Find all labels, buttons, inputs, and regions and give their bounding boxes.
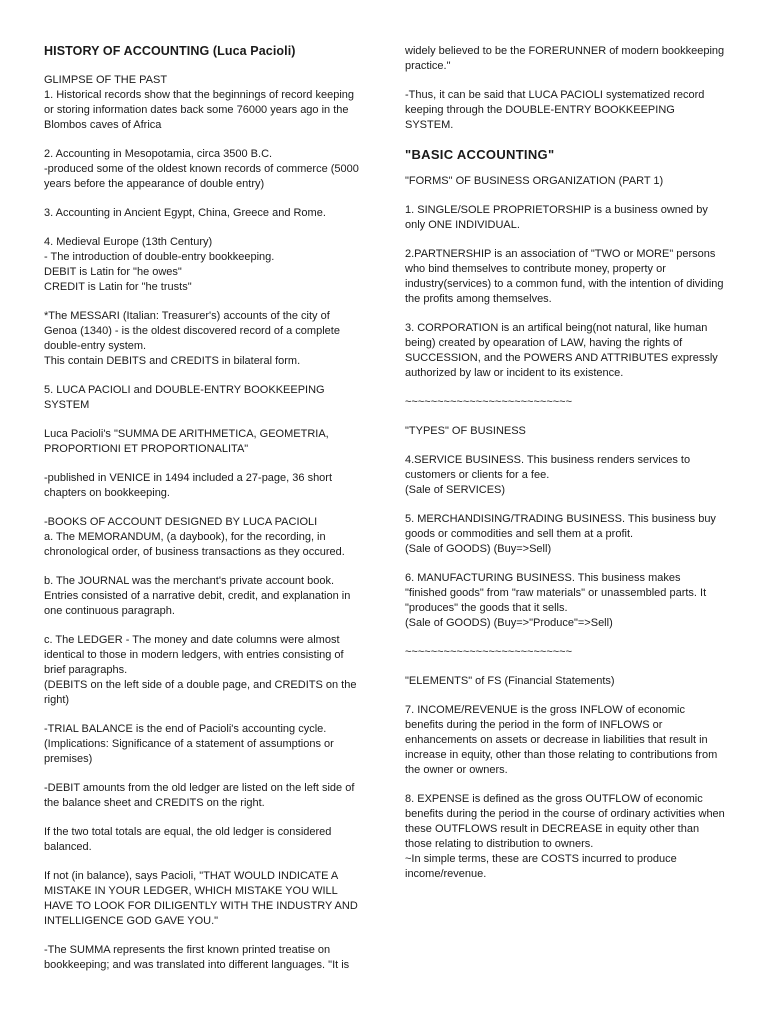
paragraph-line: 4.SERVICE BUSINESS. This business renders services to customers or clients for a fee. <box>405 454 691 481</box>
paragraph-line: ~~~~~~~~~~~~~~~~~~~~~~~~~~ <box>405 396 573 408</box>
paragraph <box>405 571 725 631</box>
paragraph <box>405 44 725 74</box>
paragraph <box>44 633 362 708</box>
paragraph <box>44 309 362 369</box>
paragraph-line: -The SUMMA represents the first known printed treatise on bookkeeping; and was translated into different languages. "It is <box>44 944 350 971</box>
section-heading: "BASIC ACCOUNTING" <box>405 147 555 162</box>
paragraph <box>405 453 725 498</box>
paragraph-line: ~~~~~~~~~~~~~~~~~~~~~~~~~~ <box>405 646 573 658</box>
right-intro-paragraphs <box>405 44 725 133</box>
paragraph-line: "TYPES" OF BUSINESS <box>405 425 526 437</box>
document-title: HISTORY OF ACCOUNTING (Luca Pacioli) <box>44 44 296 58</box>
paragraph-line: 3. CORPORATION is an artifical being(not natural, like human being) created by opearation of LAW, having the rights of SUCCESSION, and the POWERS AND ATTRIBUTES expressly authorized by law or incident to its existence. <box>405 322 718 379</box>
paragraph-line: (Sale of SERVICES) <box>405 484 506 496</box>
paragraph <box>44 781 362 811</box>
paragraph <box>405 203 725 233</box>
paragraph-line: 7. INCOME/REVENUE is the gross INFLOW of economic benefits during the period in the form of INFLOWS or enhancements on assets or decrease in liabilities that result in increase in equity, other than those relating to contributions from the owner or owners. <box>405 704 718 776</box>
paragraph-line: If the two total totals are equal, the old ledger is considered balanced. <box>44 826 332 853</box>
paragraph <box>44 235 362 295</box>
paragraph-line: -published in VENICE in 1494 included a 27-page, 36 short chapters on bookkeeping. <box>44 472 333 499</box>
right-column <box>405 44 725 896</box>
paragraph <box>405 792 725 882</box>
paragraph-line: This contain DEBITS and CREDITS in bilateral form. <box>44 355 301 367</box>
paragraph-line: (Implications: Significance of a statement of assumptions or premises) <box>44 738 334 765</box>
paragraph-line: a. The MEMORANDUM, (a daybook), for the recording, in chronological order, of business transactions as they occured. <box>44 531 345 558</box>
paragraph-line: GLIMPSE OF THE PAST <box>44 74 168 86</box>
paragraph <box>44 869 362 929</box>
paragraph-line: "FORMS" OF BUSINESS ORGANIZATION (PART 1) <box>405 175 664 187</box>
paragraph <box>44 147 362 192</box>
paragraph <box>44 427 362 457</box>
paragraph <box>405 88 725 133</box>
paragraph <box>44 574 362 619</box>
left-column <box>44 40 362 987</box>
paragraph-line: 1. SINGLE/SOLE PROPRIETORSHIP is a business owned by only ONE INDIVIDUAL. <box>405 204 708 231</box>
paragraph <box>44 943 362 973</box>
paragraph-line: b. The JOURNAL was the merchant's private account book. Entries consisted of a narrative debit, credit, and explanation in one continuous paragraph. <box>44 575 351 617</box>
paragraph <box>405 674 725 689</box>
paragraph-line: -BOOKS OF ACCOUNT DESIGNED BY LUCA PACIOLI <box>44 516 318 528</box>
paragraph-line: ~In simple terms, these are COSTS incurred to produce income/revenue. <box>405 853 677 880</box>
paragraph-line: c. The LEDGER - The money and date columns were almost identical to those in modern ledgers, with entries consisting of brief paragraphs. <box>44 634 344 676</box>
paragraph <box>44 383 362 413</box>
paragraph-line: *The MESSARI (Italian: Treasurer's) accounts of the city of Genoa (1340) - is the oldest discovered record of a complete double-entry system. <box>44 310 340 352</box>
paragraph <box>44 825 362 855</box>
paragraph <box>405 247 725 307</box>
paragraph-line: 3. Accounting in Ancient Egypt, China, Greece and Rome. <box>44 207 326 219</box>
right-paragraphs <box>405 174 725 882</box>
paragraph-line: -DEBIT amounts from the old ledger are listed on the left side of the balance sheet and CREDITS on the right. <box>44 782 355 809</box>
paragraph-line: 8. EXPENSE is defined as the gross OUTFLOW of economic benefits during the period in the course of ordinary activities when these OUTFLOWS result in DECREASE in equity other than those relating to distribution to owners. <box>405 793 725 850</box>
paragraph <box>405 424 725 439</box>
paragraph-line: -Thus, it can be said that LUCA PACIOLI systematized record keeping through the DOUBLE-ENTRY BOOKKEEPING SYSTEM. <box>405 89 705 131</box>
paragraph <box>44 722 362 767</box>
paragraph-line: 2. Accounting in Mesopotamia, circa 3500 B.C. <box>44 148 273 160</box>
paragraph-line: 4. Medieval Europe (13th Century) <box>44 236 213 248</box>
paragraph-line: (DEBITS on the left side of a double page, and CREDITS on the right) <box>44 679 357 706</box>
left-paragraphs <box>44 73 362 973</box>
paragraph-line: 5. MERCHANDISING/TRADING BUSINESS. This business buy goods or commodities and sell them at a profit. <box>405 513 716 540</box>
paragraph-line: DEBIT is Latin for "he owes" <box>44 266 182 278</box>
paragraph-line: widely believed to be the FORERUNNER of modern bookkeeping practice." <box>405 45 725 72</box>
paragraph-line: 1. Historical records show that the beginnings of record keeping or storing information dates back some 76000 years ago in the Blombos caves of Africa <box>44 89 355 131</box>
paragraph-line: -produced some of the oldest known records of commerce (5000 years before the appearance of double entry) <box>44 163 359 190</box>
paragraph-line: 5. LUCA PACIOLI and DOUBLE-ENTRY BOOKKEEPING SYSTEM <box>44 384 325 411</box>
paragraph-line: -TRIAL BALANCE is the end of Pacioli's accounting cycle. <box>44 723 327 735</box>
paragraph <box>44 471 362 501</box>
paragraph-line: "ELEMENTS" of FS (Financial Statements) <box>405 675 615 687</box>
paragraph <box>44 515 362 560</box>
paragraph <box>44 206 362 221</box>
paragraph-line: Luca Pacioli's "SUMMA DE ARITHMETICA, GEOMETRIA, PROPORTIONI ET PROPORTIONALITA" <box>44 428 329 455</box>
paragraph-line: CREDIT is Latin for "he trusts" <box>44 281 192 293</box>
paragraph-line: 2.PARTNERSHIP is an association of "TWO or MORE" persons who bind themselves to contribute money, property or industry(services) to a common fund, with the intention of dividing the profits among themselves. <box>405 248 724 305</box>
paragraph-line: (Sale of GOODS) (Buy=>Sell) <box>405 543 552 555</box>
paragraph <box>405 512 725 557</box>
paragraph <box>44 73 362 133</box>
paragraph <box>405 395 725 410</box>
paragraph <box>405 321 725 381</box>
paragraph <box>405 645 725 660</box>
paragraph <box>405 174 725 189</box>
paragraph-line: - The introduction of double-entry bookkeeping. <box>44 251 275 263</box>
paragraph-line: If not (in balance), says Pacioli, "THAT WOULD INDICATE A MISTAKE IN YOUR LEDGER, WHICH MISTAKE YOU WILL HAVE TO LOOK FOR DILIGENTLY WITH THE INDUSTRY AND INTELLIGENCE GOD GAVE YOU." <box>44 870 358 927</box>
paragraph-line: 6. MANUFACTURING BUSINESS. This business makes "finished goods" from "raw materials" or unassembled parts. It "produces" the goods that it sells. <box>405 572 707 614</box>
paragraph <box>405 703 725 778</box>
paragraph-line: (Sale of GOODS) (Buy=>"Produce"=>Sell) <box>405 617 613 629</box>
